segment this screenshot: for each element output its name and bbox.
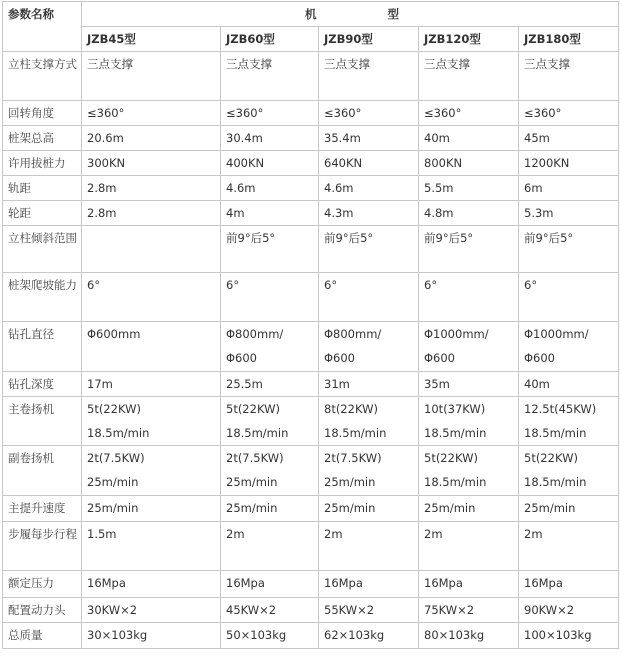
value-cell: Φ800mm/ Φ600: [319, 322, 419, 372]
value-cell: 16Mpa: [82, 571, 221, 598]
model-cell: JZB120型: [419, 27, 519, 52]
param-name-header: 参数名称: [3, 2, 82, 52]
value-cell: 6°: [419, 273, 519, 322]
value-cell: 6m: [519, 176, 619, 201]
row-label: 立柱倾斜范围: [3, 226, 82, 273]
value-cell: 三点支撑: [82, 52, 221, 101]
value-cell: 25m/min: [319, 496, 419, 522]
value-cell: 16Mpa: [519, 571, 619, 598]
row-label: 轮距: [3, 201, 82, 226]
spec-table: [2, 1, 619, 649]
table-row: [3, 322, 619, 372]
value-cell: 三点支撑: [221, 52, 319, 101]
value-cell: 三点支撑: [519, 52, 619, 101]
table-row: [3, 176, 619, 201]
value-cell: 300KN: [82, 151, 221, 176]
value-cell: ≤360°: [82, 101, 221, 126]
value-cell: 10t(37KW) 18.5m/min: [419, 397, 519, 446]
value-cell: 100×103kg: [519, 623, 619, 649]
value-cell: 5.5m: [419, 176, 519, 201]
row-label: 步履每步行程: [3, 522, 82, 571]
table-row: [3, 522, 619, 571]
row-label: 立柱支撑方式: [3, 52, 82, 101]
value-cell: [82, 226, 221, 273]
row-label: 总质量: [3, 623, 82, 649]
value-cell: 2t(7.5KW) 25m/min: [82, 446, 221, 496]
value-cell: 2.8m: [82, 176, 221, 201]
value-cell: ≤360°: [319, 101, 419, 126]
value-cell: 4.6m: [221, 176, 319, 201]
row-label: 额定压力: [3, 571, 82, 598]
value-cell: 62×103kg: [319, 623, 419, 649]
value-cell: 1.5m: [82, 522, 221, 571]
table-row: [3, 226, 619, 273]
value-cell: 三点支撑: [419, 52, 519, 101]
table-row: [3, 273, 619, 322]
row-label: 回转角度: [3, 101, 82, 126]
value-cell: 2.8m: [82, 201, 221, 226]
table-row: [3, 397, 619, 446]
table-row: [3, 446, 619, 496]
value-cell: 75KW×2: [419, 598, 519, 623]
value-cell: 4.6m: [319, 176, 419, 201]
value-cell: 90KW×2: [519, 598, 619, 623]
model-cell: JZB45型: [82, 27, 221, 52]
value-cell: 5.3m: [519, 201, 619, 226]
value-cell: 40m: [519, 372, 619, 397]
value-cell: 25m/min: [519, 496, 619, 522]
value-cell: 16Mpa: [319, 571, 419, 598]
value-cell: 35.4m: [319, 126, 419, 151]
value-cell: 45m: [519, 126, 619, 151]
value-cell: 25m/min: [419, 496, 519, 522]
value-cell: 35m: [419, 372, 519, 397]
row-label: 副卷扬机: [3, 446, 82, 496]
value-cell: 12.5t(45KW) 18.5m/min: [519, 397, 619, 446]
value-cell: 1200KN: [519, 151, 619, 176]
models-row: [3, 27, 619, 52]
value-cell: ≤360°: [519, 101, 619, 126]
value-cell: 30KW×2: [82, 598, 221, 623]
table-row: [3, 496, 619, 522]
value-cell: 50×103kg: [221, 623, 319, 649]
value-cell: 30×103kg: [82, 623, 221, 649]
value-cell: 640KN: [319, 151, 419, 176]
value-cell: 17m: [82, 372, 221, 397]
value-cell: 前9°后5°: [419, 226, 519, 273]
row-label: 主卷扬机: [3, 397, 82, 446]
header-row: [3, 2, 619, 27]
value-cell: 45KW×2: [221, 598, 319, 623]
table-row: [3, 52, 619, 101]
value-cell: 8t(22KW) 18.5m/min: [319, 397, 419, 446]
table-row: [3, 201, 619, 226]
value-cell: 4.3m: [319, 201, 419, 226]
table-row: [3, 151, 619, 176]
row-label: 许用拔桩力: [3, 151, 82, 176]
value-cell: 5t(22KW) 18.5m/min: [419, 446, 519, 496]
machine-label-2: 型: [387, 7, 401, 21]
value-cell: 2m: [319, 522, 419, 571]
row-label: 配置动力头: [3, 598, 82, 623]
table-row: [3, 372, 619, 397]
value-cell: 前9°后5°: [319, 226, 419, 273]
value-cell: 5t(22KW) 18.5m/min: [519, 446, 619, 496]
value-cell: 16Mpa: [419, 571, 519, 598]
machine-type-header: [82, 2, 619, 27]
model-cell: JZB90型: [319, 27, 419, 52]
value-cell: 2m: [419, 522, 519, 571]
value-cell: 400KN: [221, 151, 319, 176]
model-cell: JZB60型: [221, 27, 319, 52]
value-cell: 25m/min: [82, 496, 221, 522]
table-row: [3, 126, 619, 151]
value-cell: 6°: [82, 273, 221, 322]
value-cell: 25.5m: [221, 372, 319, 397]
row-label: 钻孔深度: [3, 372, 82, 397]
value-cell: 4m: [221, 201, 319, 226]
value-cell: 2t(7.5KW) 25m/min: [319, 446, 419, 496]
table-row: [3, 598, 619, 623]
table-row: [3, 623, 619, 649]
value-cell: 30.4m: [221, 126, 319, 151]
machine-label-1: 机: [305, 7, 318, 21]
row-label: 桩架总高: [3, 126, 82, 151]
value-cell: 2m: [221, 522, 319, 571]
value-cell: Φ600mm: [82, 322, 221, 372]
row-label: 钻孔直径: [3, 322, 82, 372]
value-cell: 6°: [319, 273, 419, 322]
value-cell: Φ1000mm/ Φ600: [419, 322, 519, 372]
value-cell: 55KW×2: [319, 598, 419, 623]
row-label: 轨距: [3, 176, 82, 201]
value-cell: 5t(22KW) 18.5m/min: [82, 397, 221, 446]
value-cell: ≤360°: [221, 101, 319, 126]
table-row: [3, 101, 619, 126]
value-cell: 16Mpa: [221, 571, 319, 598]
model-cell: JZB180型: [519, 27, 619, 52]
value-cell: 2m: [519, 522, 619, 571]
value-cell: 5t(22KW) 18.5m/min: [221, 397, 319, 446]
row-label: 主提升速度: [3, 496, 82, 522]
value-cell: 31m: [319, 372, 419, 397]
value-cell: 前9°后5°: [221, 226, 319, 273]
value-cell: 前9°后5°: [519, 226, 619, 273]
value-cell: Φ1000mm/ Φ600: [519, 322, 619, 372]
value-cell: 三点支撑: [319, 52, 419, 101]
value-cell: 6°: [519, 273, 619, 322]
value-cell: 40m: [419, 126, 519, 151]
value-cell: 25m/min: [221, 496, 319, 522]
value-cell: 6°: [221, 273, 319, 322]
row-label: 桩架爬坡能力: [3, 273, 82, 322]
value-cell: Φ800mm/ Φ600: [221, 322, 319, 372]
table-row: [3, 571, 619, 598]
value-cell: 80×103kg: [419, 623, 519, 649]
value-cell: 20.6m: [82, 126, 221, 151]
value-cell: 4.8m: [419, 201, 519, 226]
value-cell: ≤360°: [419, 101, 519, 126]
value-cell: 800KN: [419, 151, 519, 176]
value-cell: 2t(7.5KW) 25m/min: [221, 446, 319, 496]
